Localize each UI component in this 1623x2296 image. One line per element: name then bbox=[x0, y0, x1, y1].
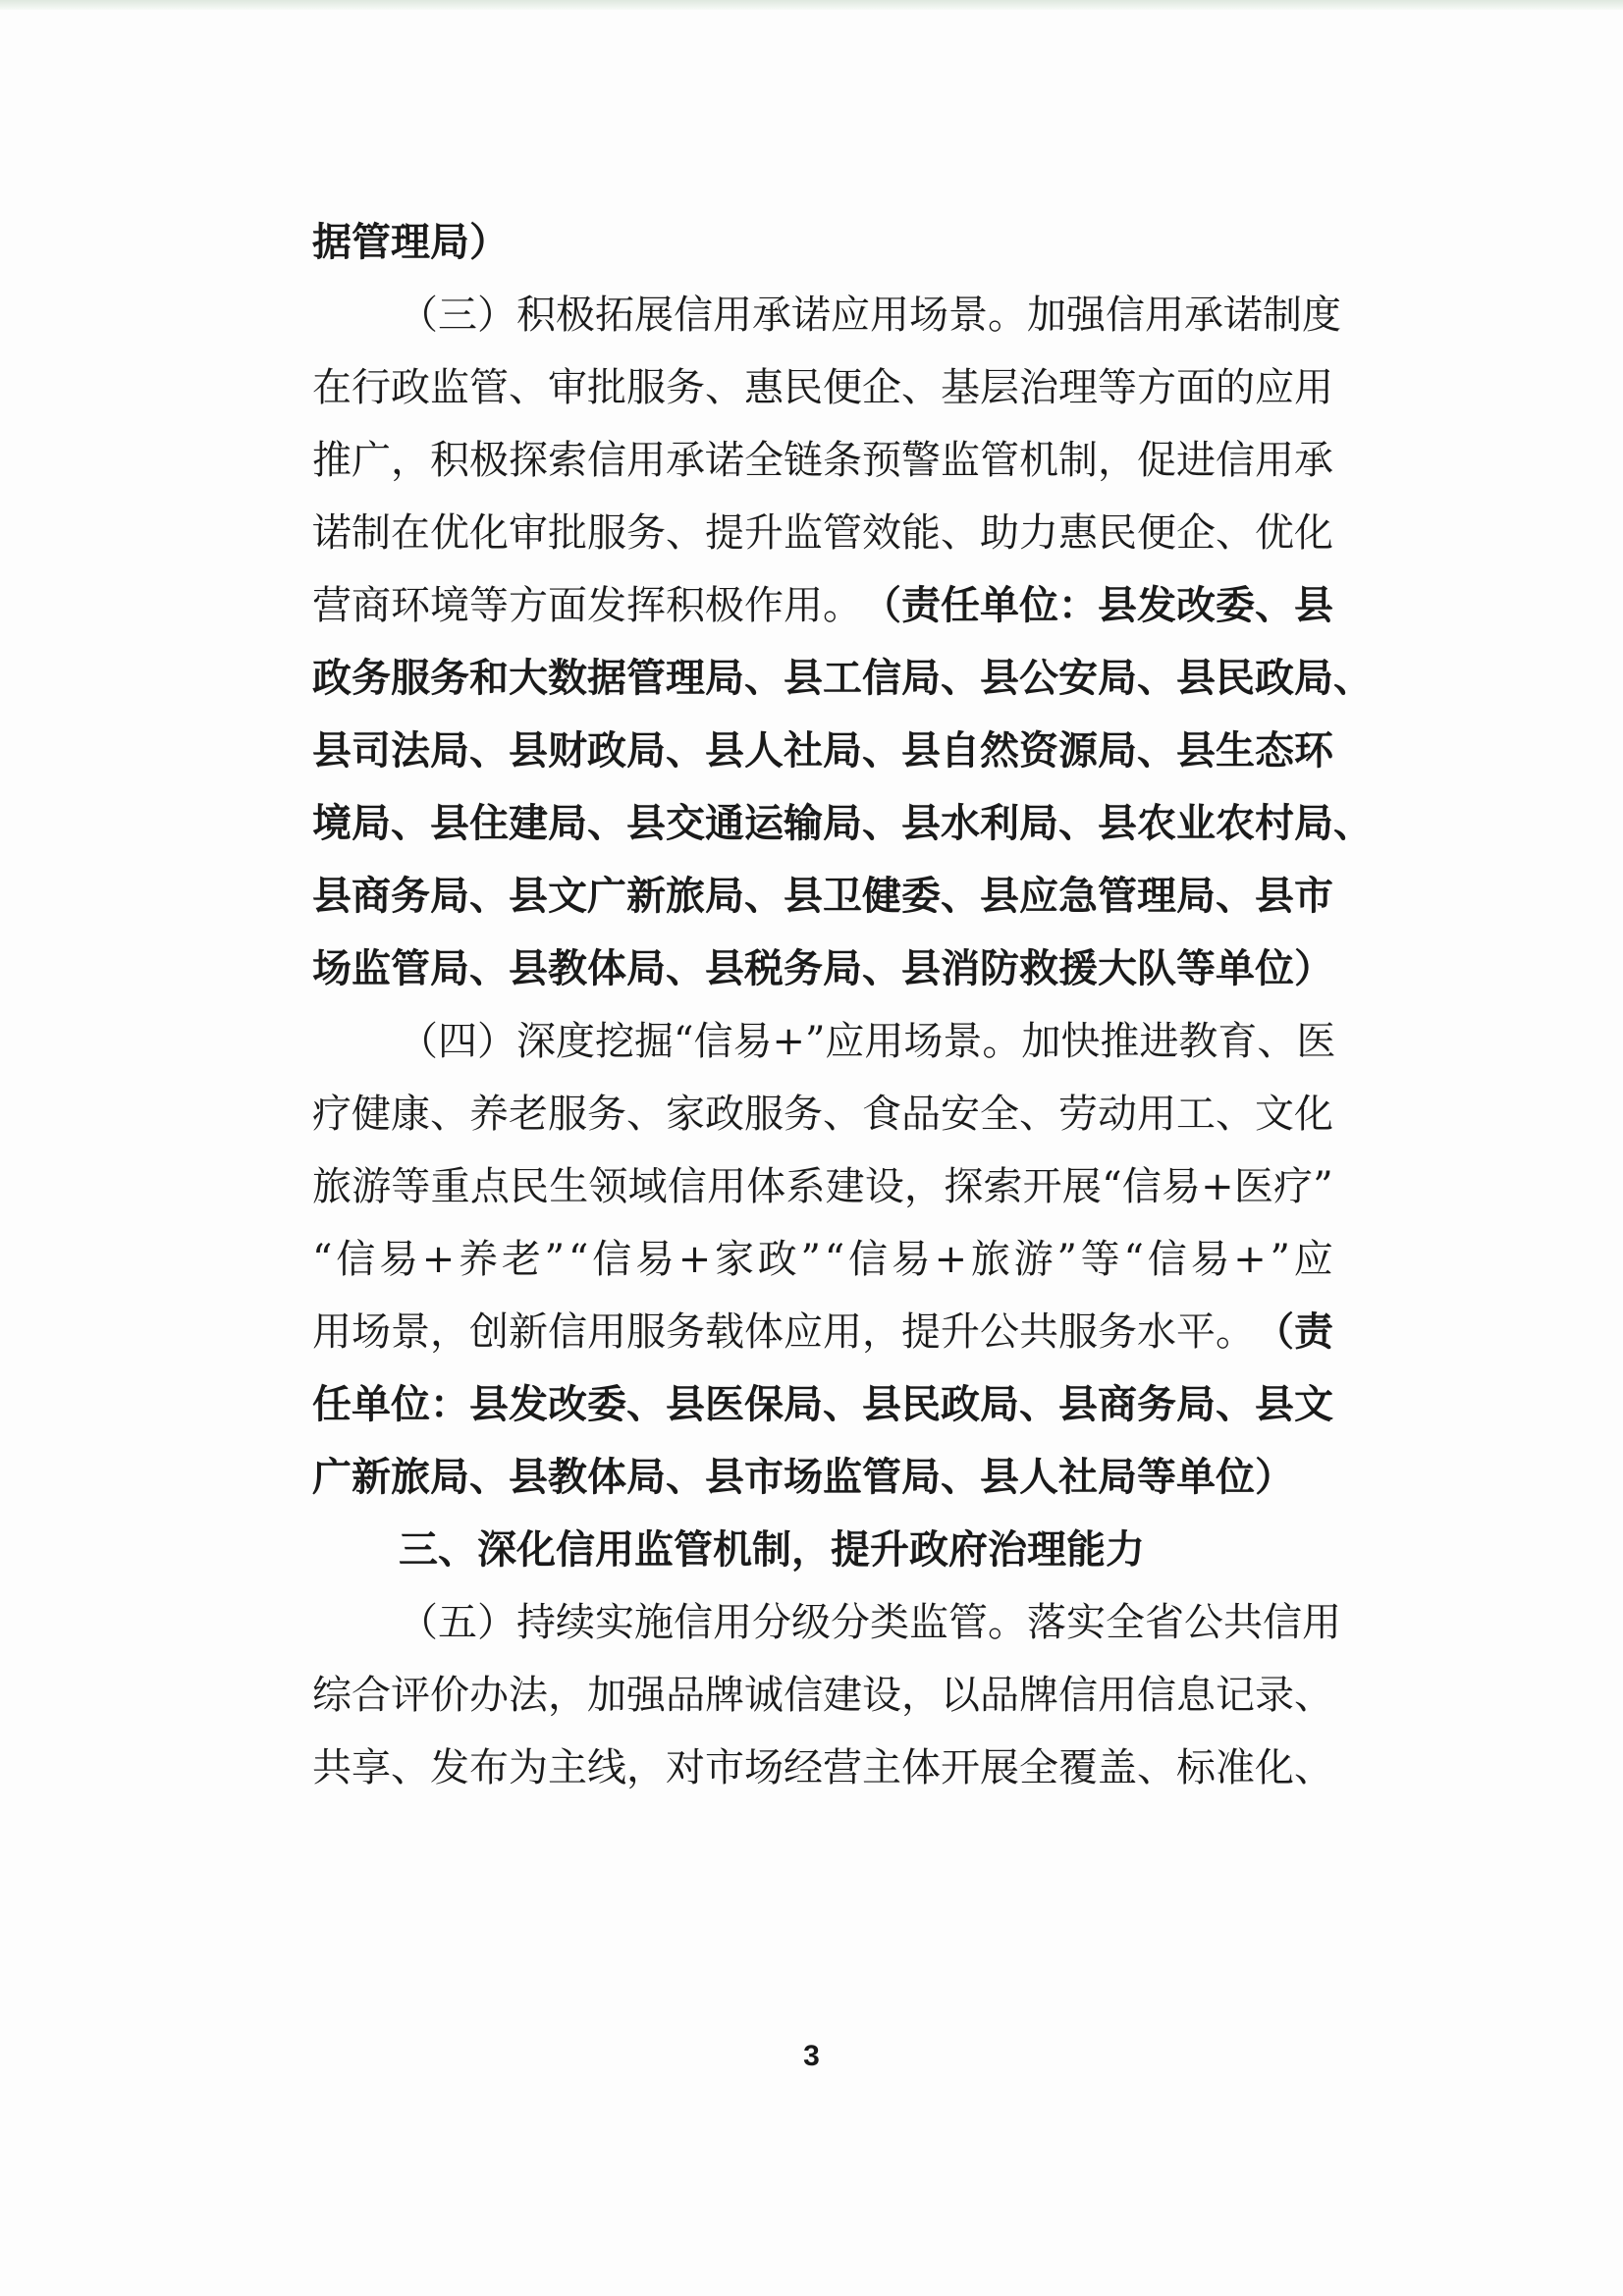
text-line bbox=[312, 787, 1373, 860]
line-text: 据管理局） bbox=[312, 219, 509, 265]
document-body bbox=[312, 206, 1373, 1804]
text-line bbox=[312, 1005, 1336, 1078]
line-text: （ 四 ） 深 度 挖 掘 “ 信 易 + ” 应 用 场 景 。 加 快 推 进 教 育 、 医 bbox=[399, 1019, 1336, 1064]
text-line bbox=[312, 424, 1333, 497]
line-text: 旅 游 等 重 点 民 生 领 域 信 用 体 系 建 设 ， 探 索 开 展 “ 信 易 + 医 疗 ” bbox=[312, 1164, 1333, 1209]
text-line bbox=[312, 860, 1333, 933]
text-line bbox=[312, 1296, 1333, 1368]
heading-text: 三、深化信用监管机制，提升政府治理能力 bbox=[399, 1527, 1145, 1573]
line-text: 推 广 ， 积 极 探 索 信 用 承 诺 全 链 条 预 警 监 管 机 制 ， 促 进 信 用 承 bbox=[312, 438, 1333, 483]
section-heading bbox=[312, 1514, 1333, 1586]
text-line bbox=[312, 642, 1373, 715]
text-line bbox=[312, 1368, 1333, 1441]
line-text: 诺 制 在 优 化 审 批 服 务 、 提 升 监 管 效 能 、 助 力 惠 民 便 企 、 优 化 bbox=[312, 510, 1333, 556]
text-line bbox=[312, 1150, 1333, 1223]
text-line bbox=[312, 279, 1341, 351]
text-line bbox=[312, 569, 1333, 642]
text-line bbox=[312, 715, 1333, 787]
line-text: 县 商 务 局 、 县 文 广 新 旅 局 、 县 卫 健 委 、 县 应 急 管 理 局 、 县 市 bbox=[312, 873, 1333, 919]
line-text: 疗 健 康 、 养 老 服 务 、 家 政 服 务 、 食 品 安 全 、 劳 动 用 工 、 文 化 bbox=[312, 1092, 1333, 1137]
text-line bbox=[312, 1586, 1341, 1659]
responsibility-text: （责任单位：县发改委、县 bbox=[862, 582, 1333, 628]
line-text: 共 享 、 发 布 为 主 线 ， 对 市 场 经 营 主 体 开 展 全 覆 盖 、 标 准 化 、 bbox=[312, 1745, 1333, 1790]
line-text: 广新旅局、县教体局、县市场监管局、县人社局等单位） bbox=[312, 1454, 1294, 1500]
line-text: （ 五 ） 持 续 实 施 信 用 分 级 分 类 监 管 。 落 实 全 省 公 共 信 用 bbox=[399, 1600, 1341, 1645]
text-line bbox=[312, 1078, 1333, 1150]
line-text: 在 行 政 监 管 、 审 批 服 务 、 惠 民 便 企 、 基 层 治 理 等 方 面 的 应 用 bbox=[312, 365, 1333, 410]
scan-edge bbox=[0, 0, 1623, 10]
line-text: 任 单 位 ： 县 发 改 委 、 县 医 保 局 、 县 民 政 局 、 县 商 务 局 、 县 文 bbox=[312, 1381, 1333, 1427]
text-line bbox=[312, 351, 1333, 424]
text-line bbox=[312, 497, 1333, 569]
line-text: “ 信 易 + 养 老 ” “ 信 易 + 家 政 ” “ 信 易 + 旅 游 ” 等 “ 信 易 + ” 应 bbox=[312, 1237, 1333, 1282]
line-text: 境 局 、 县 住 建 局 、 县 交 通 运 输 局 、 县 水 利 局 、 县 农 业 农 村 局 、 bbox=[312, 800, 1373, 846]
text-line bbox=[312, 1441, 1333, 1514]
line-text: 场 监 管 局 、 县 教 体 局 、 县 税 务 局 、 县 消 防 救 援 大 队 等 单 位 ） bbox=[312, 945, 1333, 991]
line-text: 用场景，创新信用服务载体应用，提升公共服务水平。 bbox=[312, 1309, 1255, 1355]
responsibility-text: （责 bbox=[1255, 1308, 1333, 1355]
text-line bbox=[312, 1732, 1333, 1804]
text-line bbox=[312, 206, 1333, 279]
page-number: 3 bbox=[803, 2040, 820, 2072]
line-text: 政 务 服 务 和 大 数 据 管 理 局 、 县 工 信 局 、 县 公 安 局 、 县 民 政 局 、 bbox=[312, 655, 1373, 701]
text-line bbox=[312, 1659, 1333, 1732]
line-text: 县 司 法 局 、 县 财 政 局 、 县 人 社 局 、 县 自 然 资 源 局 、 县 生 态 环 bbox=[312, 727, 1333, 774]
text-line bbox=[312, 933, 1333, 1005]
line-text: 综 合 评 价 办 法 ， 加 强 品 牌 诚 信 建 设 ， 以 品 牌 信 用 信 息 记 录 、 bbox=[312, 1673, 1333, 1718]
line-text: 营商环境等方面发挥积极作用。 bbox=[312, 583, 862, 628]
text-line bbox=[312, 1223, 1333, 1296]
line-text: （ 三 ） 积 极 拓 展 信 用 承 诺 应 用 场 景 。 加 强 信 用 承 诺 制 度 bbox=[399, 293, 1341, 338]
